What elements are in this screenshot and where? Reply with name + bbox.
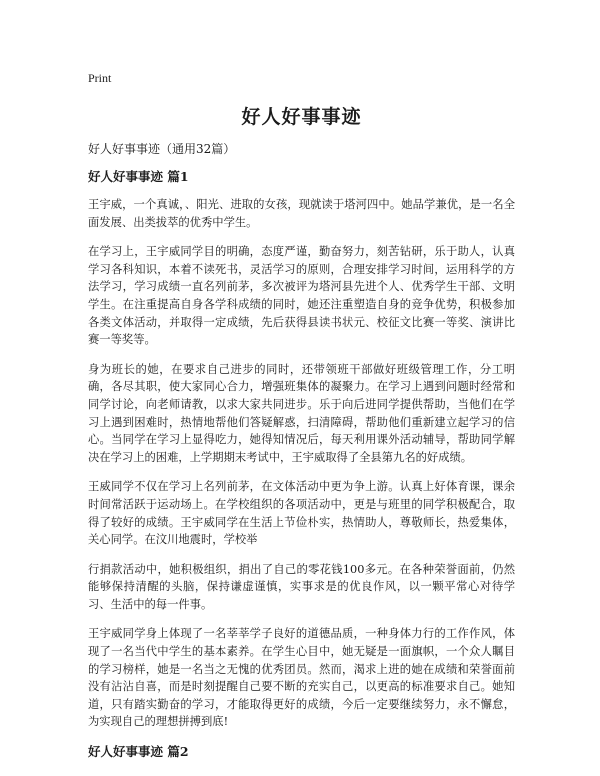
paragraph: 身为班长的她，在要求自己进步的同时，还带领班干部做好班级管理工作，分工明确，各尽其职，使大家同心合力，增强班集体的凝聚力。在学习上遇到问题时经常和同学讨论，向老师请教，以求大家共同进步。乐于向后进同学提供帮助，当他们在学习上遇到困难时，热情地帮他们答疑解惑，扫清障碍，帮助他们重新建立起学习的信心。当同学在学习上显得吃力，她得知情况后，每天利用课外活动辅导，帮助同学解决在学习上的困难，上学期期末考试中，王宇威取得了全县第九名的好成绩。 <box>88 362 515 464</box>
print-link[interactable]: Print <box>88 71 112 85</box>
paragraph: 行捐款活动中，她积极组织，捐出了自己的零花钱100多元。在各种荣誉面前，仍然能够保持清醒的头脑，保持谦虚谨慎，实事求是的优良作风，以一颗平常心对待学习、生活中的每一件事。 <box>88 562 515 611</box>
section-heading-2: 好人好事事迹 篇2 <box>88 744 189 760</box>
paragraph: 王宇威同学身上体现了一名莘莘学子良好的道德品质，一种身体力行的工作作风，体现了一名当代中学生的基本素养。在学生心目中，她无疑是一面旗帜，一个众人瞩目的学习榜样，她是一名当之无愧的优秀团员。然而，渴求上进的她在成绩和荣誉面前没有沾沾自喜，而是时刻提醒自己要不断的充实自己，以更高的标准要求自己。她知道，只有踏实勤奋的学习，才能取得更好的成绩，今后一定要继续努力，永不懈怠，为实现自己的理想拼搏到底! <box>88 627 515 729</box>
paragraph: 在学习上，王宇威同学目的明确，态度严谨，勤奋努力，刻苦钻研，乐于助人，认真学习各科知识，本着不读死书，灵活学习的原则，合理安排学习时间，运用科学的方法学习，学习成绩一直名列前茅，多次被评为塔河县先进个人、优秀学生干部、文明学生。在注重提高自身各学科成绩的同时，她还注重塑造自身的竞争优势，积极参加各类文体活动，并取得一定成绩，先后获得县读书状元、校征文比赛一等奖、演讲比赛一等奖等。 <box>88 245 515 347</box>
document-title: 好人好事事迹 <box>241 106 362 128</box>
paragraph: 王威同学不仅在学习上名列前茅，在文体活动中更为争上游。认真上好体育课，课余时间常活跃于运动场上。在学校组织的各项活动中，更是与班里的同学积极配合，取得了较好的成绩。王宇威同学在生活上节俭朴实，热情助人，尊敬师长，热爱集体，关心同学。在汶川地震时，学校举 <box>88 480 515 547</box>
paragraph: 王宇威，一个真诚，、阳光、进取的女孩，现就读于塔河四中。她品学兼优，是一名全面发展、出类拔萃的优秀中学生。 <box>88 198 515 229</box>
document-subtitle: 好人好事事迹（通用32篇） <box>88 142 236 156</box>
section-heading-1: 好人好事事迹 篇1 <box>88 169 189 184</box>
document-page <box>88 70 515 761</box>
